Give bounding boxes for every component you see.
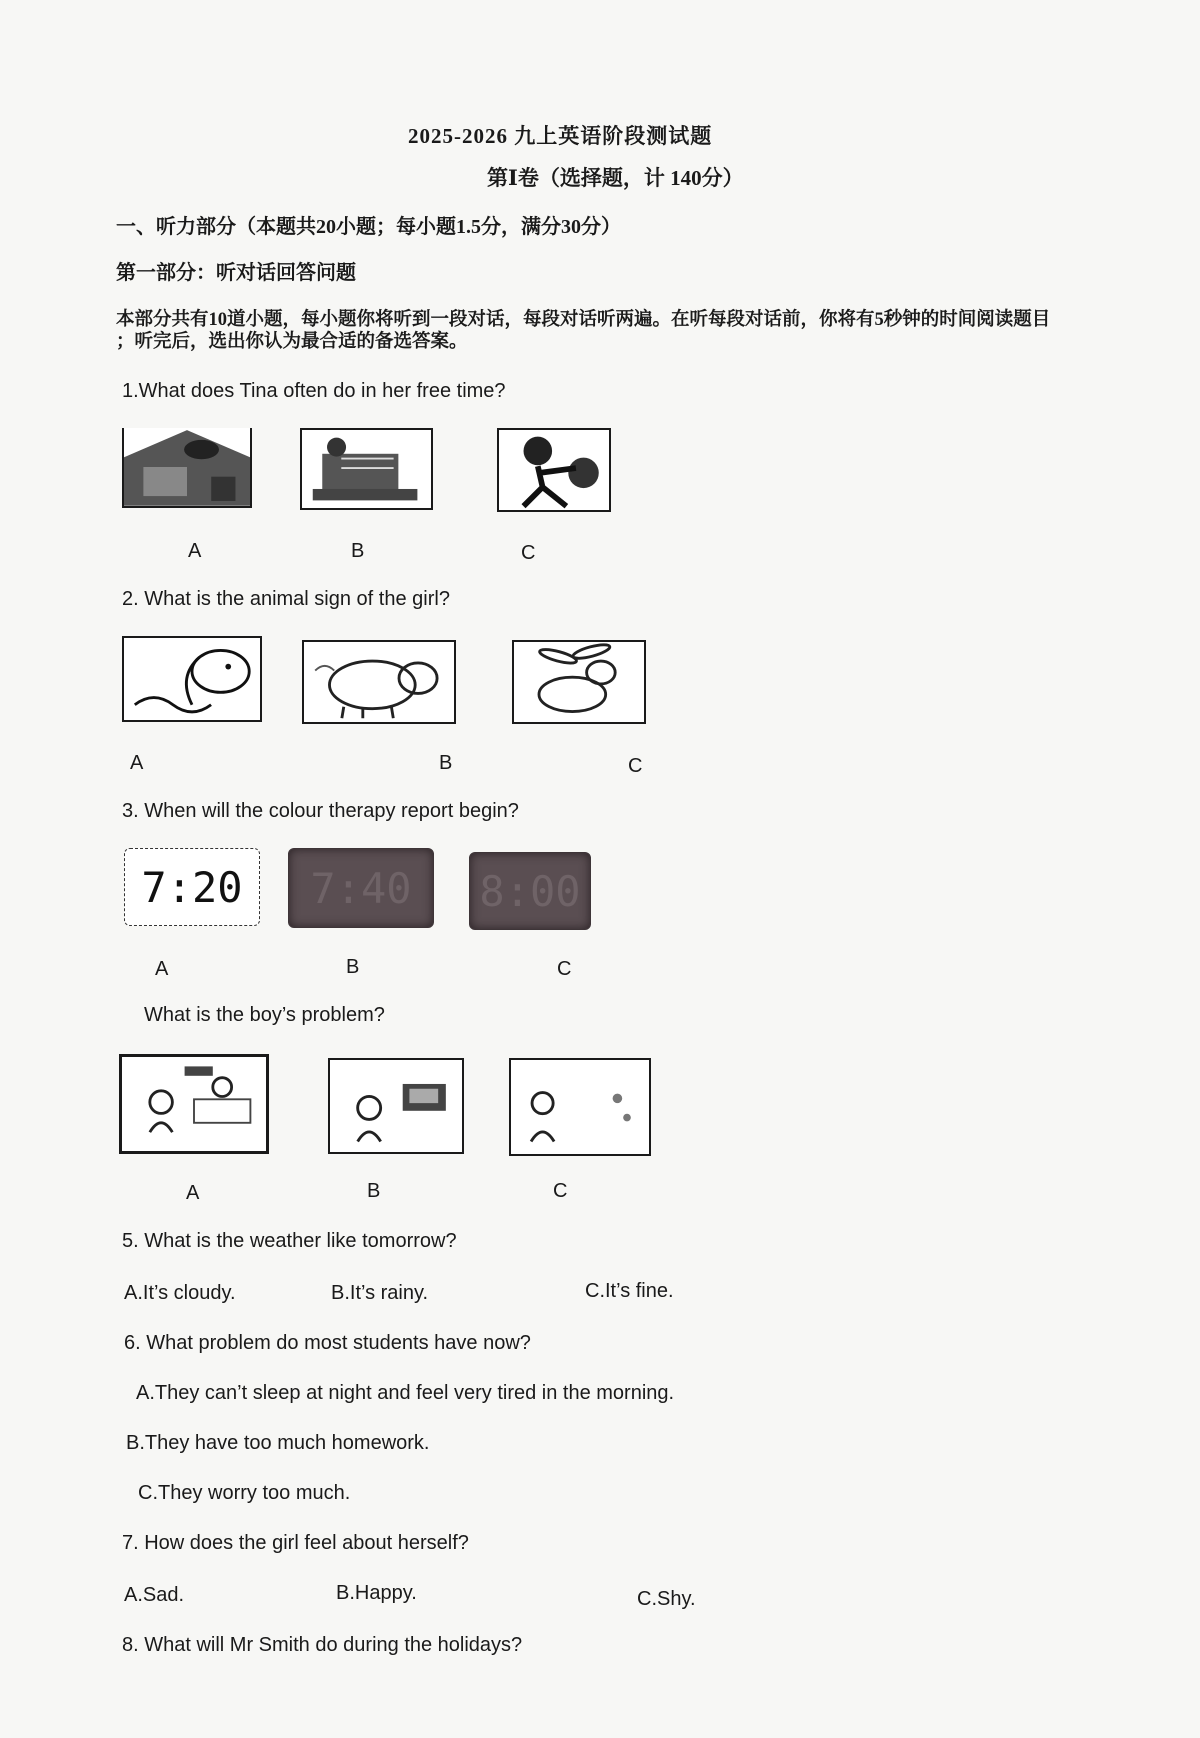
q2-label-c: C [628, 755, 643, 777]
q4-label-a: A [186, 1182, 200, 1204]
q1-option-b-picture [300, 428, 433, 510]
instructions-line2: ；听完后，选出你认为最合适的备选答案。 [116, 332, 468, 352]
q1-label-c: C [521, 542, 536, 564]
question-6: 6. What problem do most students have now? [124, 1332, 531, 1354]
q1-label-a: A [188, 540, 202, 562]
dog-icon [124, 638, 260, 720]
q3-clock-a: 7:20 [124, 848, 260, 926]
question-7: 7. How does the girl feel about herself? [122, 1532, 469, 1554]
q4-option-b-picture [328, 1058, 464, 1154]
q6-option-a: A.They can’t sleep at night and feel very tired in the morning. [136, 1382, 675, 1404]
reading-scene-icon [302, 430, 431, 508]
q6-option-b: B.They have too much homework. [126, 1432, 430, 1454]
boy-with-friends-icon [122, 1057, 266, 1151]
page-title: 2025-2026 九上英语阶段测试题 [408, 124, 713, 148]
q1-option-a-picture [122, 428, 252, 508]
q3-label-b: B [346, 956, 360, 978]
q4-label-b: B [367, 1180, 381, 1202]
boy-with-tv-icon [330, 1060, 462, 1152]
q2-option-a-picture [122, 636, 262, 722]
q5-option-c: C.It’s fine. [585, 1280, 674, 1302]
question-1: 1.What does Tina often do in her free time? [122, 380, 506, 402]
pig-icon [304, 642, 454, 722]
part1-heading: 第一部分：听对话回答问题 [116, 262, 356, 284]
q6-option-c: C.They worry too much. [138, 1482, 351, 1504]
q7-option-a: A.Sad. [124, 1584, 185, 1606]
boy-at-night-icon [511, 1060, 649, 1154]
question-8: 8. What will Mr Smith do during the holidays? [122, 1634, 523, 1656]
q4-option-a-picture [119, 1054, 269, 1154]
q2-label-b: B [439, 752, 453, 774]
q2-option-b-picture [302, 640, 456, 724]
q4-label-c: C [553, 1180, 568, 1202]
question-3: 3. When will the colour therapy report begin? [122, 800, 519, 822]
listening-section-heading: 一、听力部分（本题共20小题；每小题1.5分，满分30分） [116, 216, 621, 238]
volume-heading: 第Ⅰ卷（选择题，计 140分） [487, 166, 744, 190]
q2-option-c-picture [512, 640, 646, 724]
q2-label-a: A [130, 752, 144, 774]
q1-label-b: B [351, 540, 365, 562]
question-5: 5. What is the weather like tomorrow? [122, 1230, 457, 1252]
q7-option-c: C.Shy. [637, 1588, 696, 1610]
question-4: What is the boy’s problem? [144, 1004, 385, 1026]
q5-option-b: B.It’s rainy. [331, 1282, 429, 1304]
question-2: 2. What is the animal sign of the girl? [122, 588, 450, 610]
q5-option-a: A.It’s cloudy. [124, 1282, 236, 1304]
q1-option-c-picture [497, 428, 611, 512]
q4-option-c-picture [509, 1058, 651, 1156]
q7-option-b: B.Happy. [336, 1582, 417, 1604]
q3-label-a: A [155, 958, 169, 980]
basketball-player-icon [499, 430, 609, 510]
q3-label-c: C [557, 958, 572, 980]
instructions-line1: 本部分共有10道小题，每小题你将听到一段对话，每段对话听两遍。在听每段对话前，你将有5秒钟的时间阅读题目 [116, 310, 1051, 330]
q3-clock-c: 8:00 [469, 852, 591, 930]
q3-clock-b: 7:40 [288, 848, 434, 928]
rabbit-icon [514, 642, 644, 722]
house-scene-icon [124, 428, 250, 506]
